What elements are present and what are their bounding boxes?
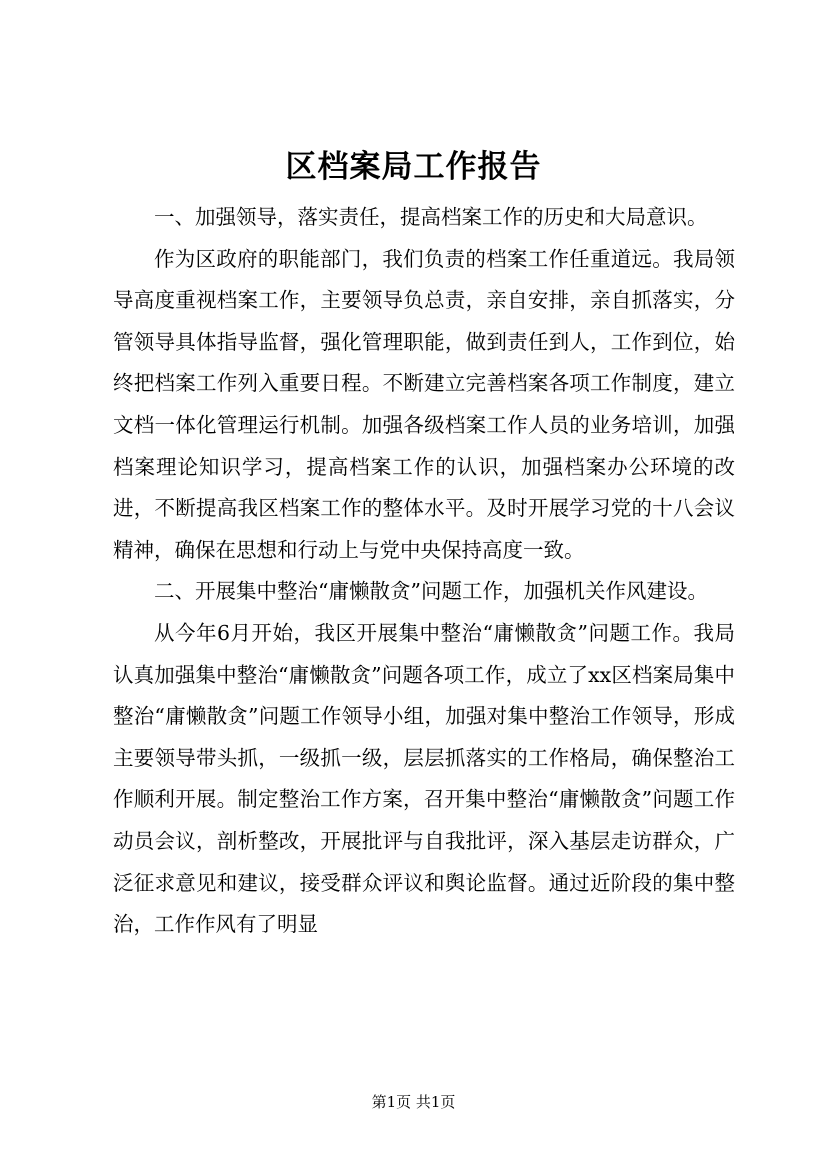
- page-footer: 第1页 共1页: [371, 1093, 456, 1111]
- paragraph-1: 作为区政府的职能部门，我们负责的档案工作任重道远。我局领导高度重视档案工作，主要领导负总责，亲自安排，亲自抓落实，分管领导具体指导监督，强化管理职能，做到责任到人，工作到位，始终把档案工作列入重要日程。不断建立完善档案各项工作制度，建立文档一体化管理运行机制。加强各级档案工作人员的业务培训，加强档案理论知识学习，提高档案工作的认识，加强档案办公环境的改进，不断提高我区档案工作的整体水平。及时开展学习党的十八会议精神，确保在思想和行动上与党中央保持高度一致。: [113, 246, 735, 562]
- document-body: [113, 197, 735, 946]
- section-heading-1: 一、加强领导，落实责任，提高档案工作的历史和大局意识。: [154, 205, 708, 229]
- paragraph-2: 从今年6月开始，我区开展集中整治“庸懒散贪”问题工作。我局认真加强集中整治“庸懒散贪”问题各项工作，成立了xx区档案局集中整治“庸懒散贪”问题工作领导小组，加强对集中整治工作领导，形成主要领导带头抓，一级抓一级，层层抓落实的工作格局，确保整治工作顺利开展。制定整治工作方案，召开集中整治“庸懒散贪”问题工作动员会议，剖析整改，开展批评与自我批评，深入基层走访群众，广泛征求意见和建议，接受群众评议和舆论监督。通过近阶段的集中整治，工作作风有了明显: [113, 620, 735, 937]
- section-heading-2: 二、开展集中整治“庸懒散贪”问题工作，加强机关作风建设。: [154, 579, 708, 604]
- document-title: 区档案局工作报告: [285, 149, 542, 185]
